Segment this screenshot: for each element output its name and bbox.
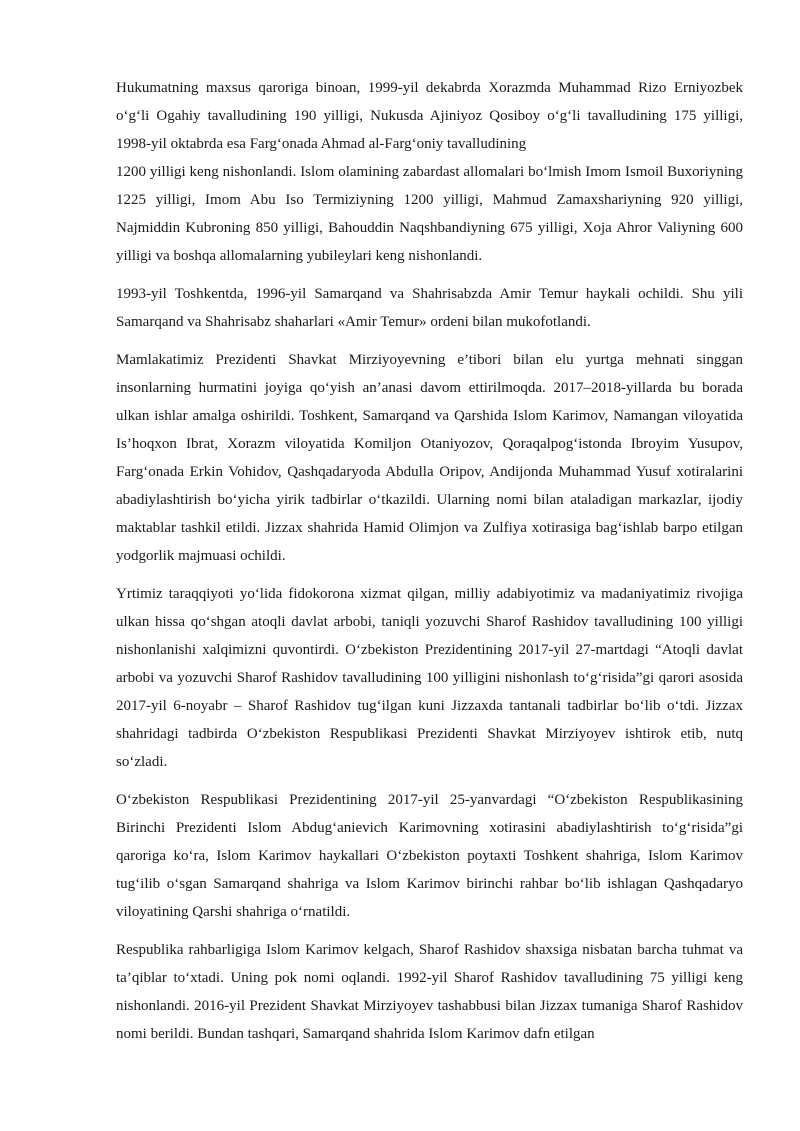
paragraph-jubilees-lead: Hukumatning maxsus qaroriga binoan, 1999-yil dekabrda Xorazmda Muhammad Rizo Erniyozbek o‘g‘li Ogahiy tavalludining 190 yilligi, Nukusda Ajiniyoz Qosiboy o‘g‘li tavalludining 175 yilligi, 1998-yil oktabrda esa Farg‘onada Ahmad al-Farg‘oniy tavalludining	[116, 80, 743, 152]
paragraph-jubilees-rest: 1200 yilligi keng nishonlandi. Islom olamining zabardast allomalari bo‘lmish Imom Ismoil Buxoriyning 1225 yilligi, Imom Abu Iso Termiziyning 1200 yilligi, Mahmud Zamaxshariyning 920 yilligi, Najmiddin Kubroning 850 yilligi, Bahouddin Naqshbandiyning 675 yilligi, Xoja Ahror Valiyning 600 yilligi va boshqa allomalarning yubileylari keng nishonlandi.	[116, 164, 743, 264]
paragraph-sharof-rashidov: Yrtimiz taraqqiyoti yo‘lida fidokorona xizmat qilgan, milliy adabiyotimiz va madaniyatimiz rivojiga ulkan hissa qo‘shgan atoqli davlat arbobi, taniqli yozuvchi Sharof Rashidov tavalludining 100 yilligi nishonlanishi xalqimizni quvontirdi. O‘zbekiston Prezidentining 2017-yil 27-martdagi “Atoqli davlat arbobi va yozuvchi Sharof Rashidov tavalludining 100 yilligini nishonlash to‘g‘risida”gi qarori asosida 2017-yil 6-noyabr – Sharof Rashidov tug‘ilgan kuni Jizzaxda tantanali tadbirlar bo‘lib o‘tdi. Jizzax shahridagi tadbirda O‘zbekiston Respublikasi Prezidenti Shavkat Mirziyoyev ishtirok etib, nutq so‘zladi.	[116, 586, 743, 770]
paragraph-jubilees	[116, 74, 743, 270]
paragraph-commemoration: Mamlakatimiz Prezidenti Shavkat Mirziyoyevning e’tibori bilan elu yurtga mehnati singgan insonlarning hurmatini joyiga qo‘yish an’anasi davom ettirilmoqda. 2017–2018-yillarda bu borada ulkan ishlar amalga oshirildi. Toshkent, Samarqand va Qarshida Islom Karimov, Namangan viloyatida Is’hoqxon Ibrat, Xorazm viloyatida Komiljon Otaniyozov, Qoraqalpog‘istonda Ibroyim Yusupov, Farg‘onada Erkin Vohidov, Qashqadaryoda Abdulla Oripov, Andijonda Muhammad Yusuf xotiralarini abadiylashtirish bo‘yicha yirik tadbirlar o‘tkazildi. Ularning nomi bilan ataladigan markazlar, ijodiy maktablar tashkil etildi. Jizzax shahrida Hamid Olimjon va Zulfiya xotirasiga bag‘ishlab barpo etilgan yodgorlik majmuasi ochildi.	[116, 352, 743, 564]
paragraph-amir-temur: 1993-yil Toshkentda, 1996-yil Samarqand va Shahrisabzda Amir Temur haykali ochildi. Shu yili Samarqand va Shahrisabz shaharlari «Amir Temur» ordeni bilan mukofotlandi.	[116, 286, 743, 330]
document-body	[116, 74, 743, 1058]
paragraph-karimov-monuments: O‘zbekiston Respublikasi Prezidentining 2017-yil 25-yanvardagi “O‘zbekiston Respublikasining Birinchi Prezidenti Islom Abdug‘anievich Karimovning xotirasini abadiylashtirish to‘g‘risida”gi qaroriga ko‘ra, Islom Karimov haykallari O‘zbekiston poytaxti Toshkent shahriga, Islom Karimov tug‘ilib o‘sgan Samarqand shahriga va Islom Karimov birinchi rahbar bo‘lib ishlagan Qashqadaryo viloyatining Qarshi shahriga o‘rnatildi.	[116, 792, 743, 920]
paragraph-rehabilitation: Respublika rahbarligiga Islom Karimov kelgach, Sharof Rashidov shaxsiga nisbatan barcha tuhmat va ta’qiblar to‘xtadi. Uning pok nomi oqlandi. 1992-yil Sharof Rashidov tavalludining 75 yilligi keng nishonlandi. 2016-yil Prezident Shavkat Mirziyoyev tashabbusi bilan Jizzax tumaniga Sharof Rashidov nomi berildi. Bundan tashqari, Samarqand shahrida Islom Karimov dafn etilgan	[116, 942, 743, 1042]
